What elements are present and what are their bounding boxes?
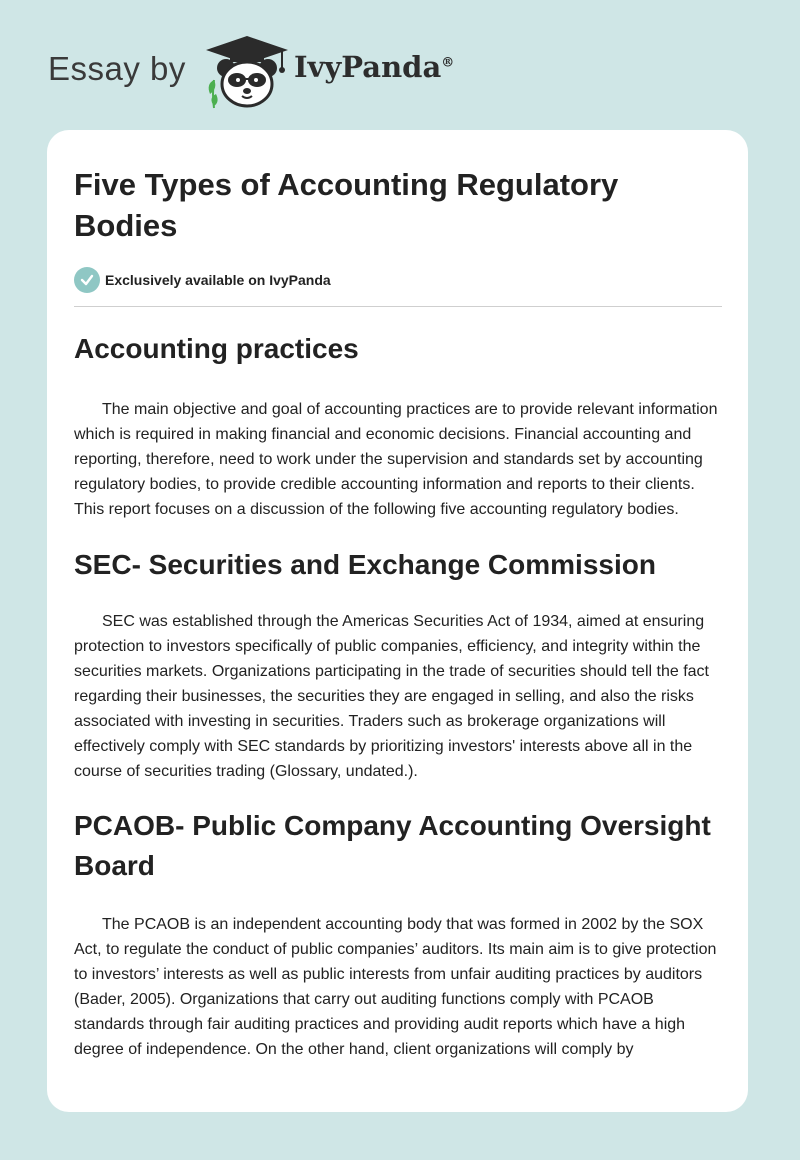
page-title: Five Types of Accounting Regulatory Bodies [74,167,619,243]
section-paragraph: The PCAOB is an independent accounting body that was formed in 2002 by the SOX Act, to regulate the conduct of public companies’ auditors. Its main aim is to give protection to investors’ interests as well as public interests from unfair auditing practices by auditors (Bader, 2005). Organizations that carry out auditing functions comply with PCAOB standards through fair auditing practices and providing audit reports which have a high degree of independence. On the other hand, client organizations will comply by [74,916,717,1058]
section-heading: PCAOB- Public Company Accounting Oversight Board [74,810,711,881]
panda-graduate-icon[interactable] [202,34,292,110]
divider [74,306,722,307]
section-paragraph: The main objective and goal of accounting practices are to provide relevant information which is required in making financial and economic decisions. Financial accounting and reporting, therefore, need to work under the supervision and standards set by accounting regulatory bodies, to provide credible accounting information and reports to their clients. This report focuses on a discussion of the following five accounting regulatory bodies. [74,401,718,518]
section-paragraph: SEC was established through the Americas Securities Act of 1934, aimed at ensuring protection to investors specifically of public companies, efficiency, and integrity within the securities markets. Organizations participating in the trade of securities should tell the fact regarding their businesses, the securities they are engaged in selling, and also the risks associated with investing in securities. Traders such as brokerage organizations will effectively comply with SEC standards by prioritizing investors' interests above all in the course of securities trading (Glossary, undated.). [74,613,709,780]
essay-by-label: Essay by [48,50,186,87]
site-header [48,30,548,110]
registered-mark: ® [441,55,455,71]
section-heading: SEC- Securities and Exchange Commission [74,549,656,580]
section-sec [74,545,722,784]
section-heading: Accounting practices [74,333,359,364]
essay-card [47,130,748,1112]
section-accounting-practices [74,329,722,522]
section-pcaob [74,806,722,1062]
badge-label: Exclusively available on IvyPanda [105,272,331,288]
check-icon [74,267,100,293]
brand-name[interactable]: IvyPanda® [294,50,455,84]
exclusive-badge [74,266,722,294]
